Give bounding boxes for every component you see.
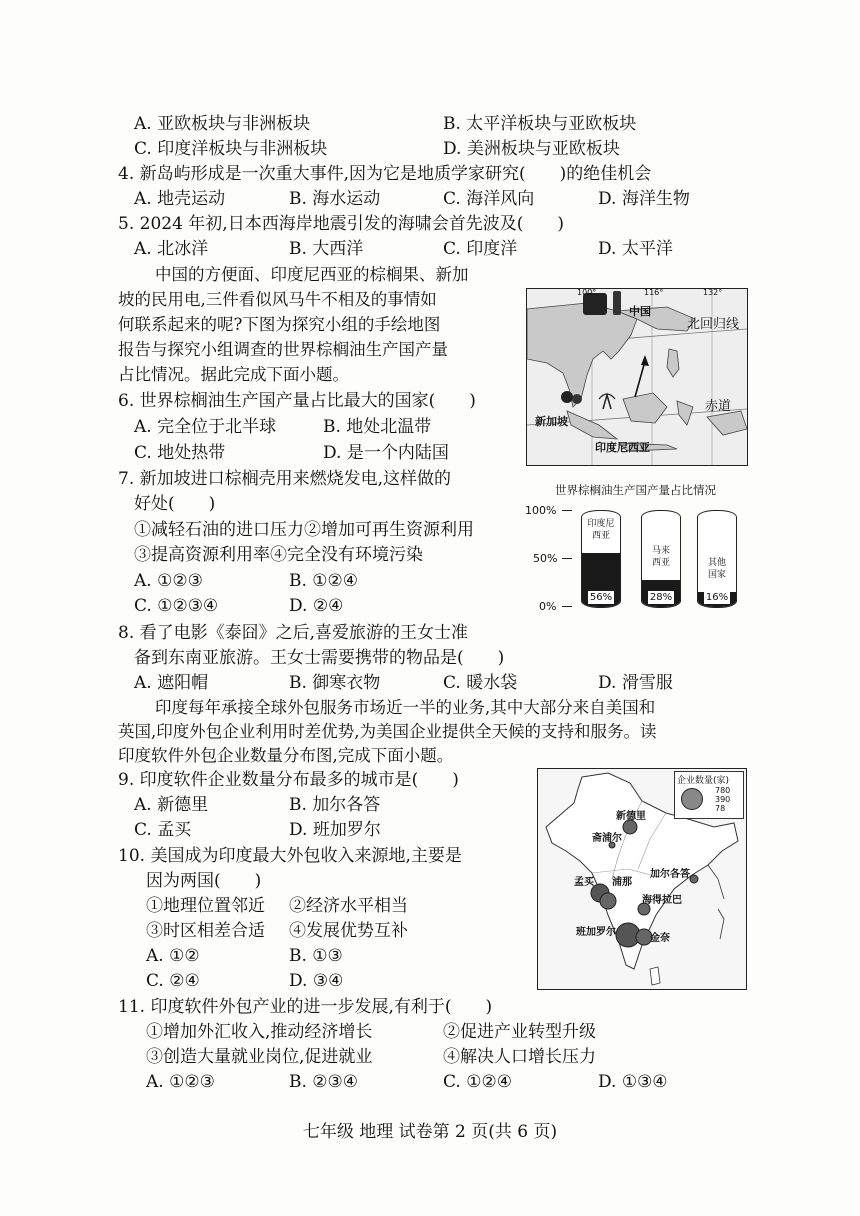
city-label: 新德里 [616, 811, 646, 822]
chart-bar-label: 其他 [707, 557, 726, 568]
chart-bar-tube [641, 510, 681, 608]
q9-option-d: D. 班加罗尔 [289, 820, 381, 840]
tropic-label: 北回归线 [687, 317, 740, 332]
q4-option-d: D. 海洋生物 [598, 189, 690, 209]
page-footer: 七年级 地理 试卷第 2 页(共 6 页) [302, 1122, 558, 1142]
q6-stem: 6. 世界棕榈油生产国产量占比最大的国家( ) [118, 391, 476, 411]
q3-option-a: A. 亚欧板块与非洲板块 [134, 114, 311, 134]
chart-data-label: 28% [649, 592, 673, 603]
axis-label-0: 0% [539, 600, 557, 613]
q7-stem: 7. 新加坡进口棕榈壳用来燃烧发电,这样做的 [118, 469, 452, 489]
chart-bar-tube [697, 510, 737, 608]
q6-option-b: B. 地处北温带 [323, 417, 432, 437]
passage1-line: 报告与探究小组调查的世界棕榈油生产国产量 [118, 340, 448, 359]
singapore-label: 新加坡 [535, 415, 568, 428]
passage2-line: 印度每年承接全球外包服务市场近一半的业务,其中大部分来自美国和 [155, 698, 656, 717]
q10-item: ②经济水平相当 [289, 896, 408, 916]
chart-bar-label: 西亚 [591, 531, 610, 541]
chart-bar-label: 马来 [651, 546, 670, 557]
q11-item: ②促进产业转型升级 [443, 1022, 596, 1042]
southeast-asia-map [526, 288, 748, 466]
q8-option-c: C. 暖水袋 [443, 673, 518, 693]
city-label: 班加罗尔 [576, 927, 616, 938]
q8-option-a: A. 遮阳帽 [134, 673, 209, 693]
q8-stem: 8. 看了电影《泰囧》之后,喜爱旅游的王女士准 [118, 623, 469, 643]
passage1-line: 占比情况。据此完成下面小题。 [118, 365, 349, 384]
legend-title: 企业数量(家) [677, 776, 730, 786]
passage1-line: 何联系起来的呢?下图为探究小组的手绘地图 [118, 315, 441, 334]
q7-option-a: A. ①②③ [134, 571, 203, 591]
q10-option-c: C. ②④ [146, 971, 200, 991]
legend-value: 390 [715, 795, 731, 804]
q8-stem-cont: 备到东南亚旅游。王女士需要携带的物品是( ) [134, 648, 505, 668]
q11-option-a: A. ①②③ [146, 1072, 215, 1092]
city-label: 金奈 [650, 933, 670, 944]
q8-option-d: D. 滑雪服 [598, 673, 673, 693]
q4-option-a: A. 地壳运动 [134, 189, 226, 209]
q5-stem: 5. 2024 年初,日本西海岸地震引发的海啸会首先波及( ) [118, 214, 564, 234]
q8-option-b: B. 御寒衣物 [289, 673, 381, 693]
q10-item: ①地理位置邻近 [146, 896, 265, 916]
q11-option-b: B. ②③④ [289, 1072, 359, 1092]
axis-label-50: 50% [533, 552, 558, 565]
passage2-line: 英国,印度外包企业利用时差优势,为美国企业提供全天候的支持和服务。读 [118, 722, 657, 741]
q10-stem-cont: 因为两国( ) [146, 871, 262, 891]
india-map [537, 768, 747, 990]
chart-bar-label: 印度尼 [587, 519, 615, 529]
chart-bar-label: 西亚 [651, 558, 670, 569]
q5-option-d: D. 太平洋 [598, 239, 673, 259]
chart-data-label: 56% [589, 592, 613, 603]
q11-item: ③创造大量就业岗位,促进就业 [146, 1047, 373, 1067]
q7-option-c: C. ①②③④ [134, 596, 219, 616]
axis-tick [562, 558, 572, 559]
chart-data-label: 16% [705, 592, 729, 603]
passage1-line: 中国的方便面、印度尼西亚的棕榈果、新加 [155, 265, 469, 284]
bubble-legend [674, 771, 744, 819]
palm-oil-chart [525, 480, 755, 620]
axis-tick [562, 510, 572, 511]
passage1-line: 坡的民用电,三件看似风马牛不相及的事情如 [118, 290, 437, 309]
city-label: 加尔各答 [650, 869, 690, 880]
q9-option-a: A. 新德里 [134, 795, 209, 815]
q10-item: ④发展优势互补 [289, 921, 408, 941]
q9-stem: 9. 印度软件企业数量分布最多的城市是( ) [118, 770, 459, 790]
legend-value: 78 [715, 804, 726, 813]
q6-option-c: C. 地处热带 [134, 443, 226, 463]
longitude-label: 132° [703, 288, 723, 297]
legend-value: 780 [715, 786, 731, 795]
indonesia-label: 印度尼西亚 [595, 441, 650, 454]
q10-option-d: D. ③④ [289, 971, 344, 991]
city-label: 海得拉巴 [642, 895, 682, 906]
q11-option-d: D. ①③④ [598, 1072, 668, 1092]
q3-option-d: D. 美洲板块与亚欧板块 [443, 139, 620, 159]
q4-option-c: C. 海洋风向 [443, 189, 535, 209]
q5-option-b: B. 大西洋 [289, 239, 364, 259]
longitude-label: 100° [577, 288, 597, 297]
q11-item: ①增加外汇收入,推动经济增长 [146, 1022, 373, 1042]
q10-option-a: A. ①② [146, 946, 200, 966]
q11-option-c: C. ①②④ [443, 1072, 512, 1092]
chart-title: 世界棕榈油生产国产量占比情况 [555, 483, 716, 497]
q6-option-d: D. 是一个内陆国 [323, 443, 449, 463]
chart-bar-label: 国家 [707, 569, 726, 580]
q3-option-c: C. 印度洋板块与非洲板块 [134, 139, 328, 159]
passage2-line: 印度软件外包企业数量分布图,完成下面小题。 [118, 746, 454, 765]
city-label: 浦那 [612, 877, 632, 888]
axis-tick [562, 606, 572, 607]
city-label: 斋浦尔 [592, 833, 622, 844]
q5-option-a: A. 北冰洋 [134, 239, 209, 259]
q7-stem-cont: 好处( ) [134, 494, 216, 514]
q10-option-b: B. ①③ [289, 946, 343, 966]
q7-items: ③提高资源利用率④完全没有环境污染 [134, 545, 423, 565]
q11-item: ④解决人口增长压力 [443, 1047, 596, 1067]
axis-label-100: 100% [525, 504, 557, 517]
q4-option-b: B. 海水运动 [289, 189, 381, 209]
q5-option-c: C. 印度洋 [443, 239, 518, 259]
q9-option-b: B. 加尔各答 [289, 795, 381, 815]
chart-bar-tube [581, 510, 621, 608]
q10-stem: 10. 美国成为印度最大外包收入来源地,主要是 [118, 846, 462, 866]
q9-option-c: C. 孟买 [134, 820, 192, 840]
q7-items: ①减轻石油的进口压力②增加可再生资源利用 [134, 520, 474, 540]
q11-stem: 11. 印度软件外包产业的进一步发展,有利于( ) [118, 997, 493, 1017]
legend-bubble [681, 788, 703, 810]
q7-option-d: D. ②④ [289, 596, 344, 616]
q3-option-b: B. 太平洋板块与亚欧板块 [443, 114, 637, 134]
q4-stem: 4. 新岛屿形成是一次重大事件,因为它是地质学家研究( )的绝佳机会 [118, 164, 652, 184]
q10-item: ③时区相差合适 [146, 921, 265, 941]
longitude-label: 116° [644, 288, 664, 297]
city-label: 孟买 [574, 877, 594, 888]
q6-option-a: A. 完全位于北半球 [134, 417, 277, 437]
equator-label: 赤道 [705, 399, 732, 414]
q7-option-b: B. ①②④ [289, 571, 359, 591]
china-label: 中国 [629, 305, 651, 318]
